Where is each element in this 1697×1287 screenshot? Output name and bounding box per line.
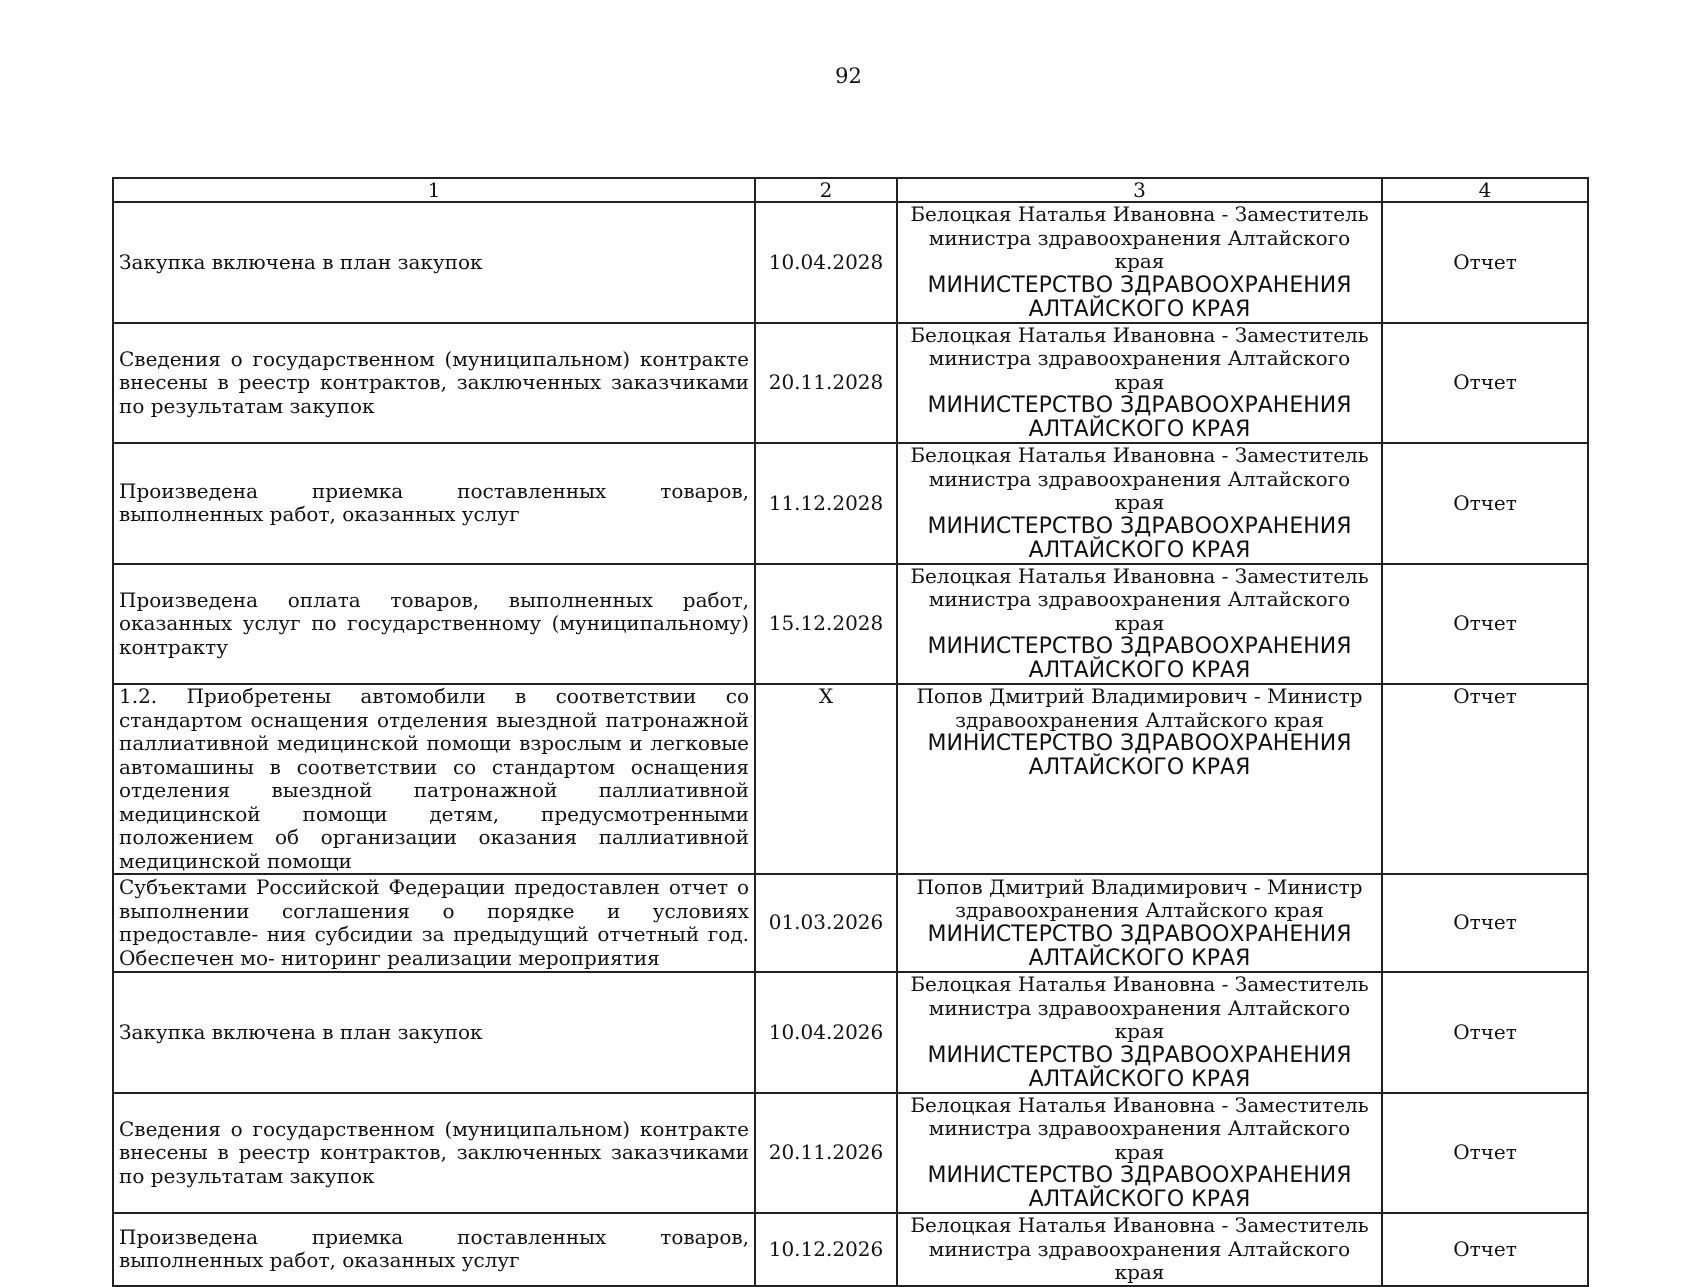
report-type: Отчет bbox=[1382, 874, 1588, 972]
table-row bbox=[113, 1093, 1588, 1214]
responsible-person: Белоцкая Наталья Ивановна - Заместитель министра здравоохранения Алтайского края bbox=[910, 202, 1369, 273]
table-row bbox=[113, 323, 1588, 444]
responsible-organization: МИНИСТЕРСТВО ЗДРАВООХРАНЕНИЯ АЛТАЙСКОГО КРАЯ bbox=[927, 634, 1352, 683]
report-type: Отчет bbox=[1382, 1093, 1588, 1214]
due-date: 01.03.2026 bbox=[755, 874, 897, 972]
table-row bbox=[113, 202, 1588, 323]
responsible-organization: МИНИСТЕРСТВО ЗДРАВООХРАНЕНИЯ АЛТАЙСКОГО КРАЯ bbox=[927, 731, 1352, 780]
responsible-cell bbox=[897, 874, 1382, 972]
milestones-table bbox=[112, 177, 1589, 1287]
event-description: Сведения о государственном (муниципальном) контракте внесены в реестр контрактов, заключенных заказчиками по результатам закупок bbox=[113, 323, 755, 444]
column-header: 1 bbox=[113, 178, 755, 202]
report-type: Отчет bbox=[1382, 323, 1588, 444]
responsible-cell bbox=[897, 443, 1382, 564]
table-row bbox=[113, 443, 1588, 564]
table-row bbox=[113, 684, 1588, 874]
due-date: X bbox=[755, 684, 897, 874]
responsible-organization: МИНИСТЕРСТВО ЗДРАВООХРАНЕНИЯ АЛТАЙСКОГО КРАЯ bbox=[927, 272, 1352, 322]
table-row bbox=[113, 972, 1588, 1093]
report-type: Отчет bbox=[1382, 443, 1588, 564]
event-description: Произведена приемка поставленных товаров, выполненных работ, оказанных услуг bbox=[113, 443, 755, 564]
responsible-organization: МИНИСТЕРСТВО ЗДРАВООХРАНЕНИЯ АЛТАЙСКОГО КРАЯ bbox=[927, 921, 1352, 971]
event-description: Закупка включена в план закупок bbox=[113, 202, 755, 323]
report-type: Отчет bbox=[1382, 1213, 1588, 1286]
responsible-cell bbox=[897, 564, 1382, 685]
responsible-organization: МИНИСТЕРСТВО ЗДРАВООХРАНЕНИЯ АЛТАЙСКОГО КРАЯ bbox=[927, 1042, 1352, 1092]
responsible-person: Белоцкая Наталья Ивановна - Заместитель министра здравоохранения Алтайского края bbox=[910, 1213, 1369, 1284]
table-header-row bbox=[113, 178, 1588, 202]
due-date: 10.12.2026 bbox=[755, 1213, 897, 1286]
responsible-cell bbox=[897, 684, 1382, 874]
table-row bbox=[113, 874, 1588, 972]
due-date: 15.12.2028 bbox=[755, 564, 897, 685]
responsible-person: Белоцкая Наталья Ивановна - Заместитель министра здравоохранения Алтайского края bbox=[910, 972, 1369, 1043]
column-header: 4 bbox=[1382, 178, 1588, 202]
due-date: 20.11.2028 bbox=[755, 323, 897, 444]
report-type: Отчет bbox=[1382, 972, 1588, 1093]
column-header: 3 bbox=[897, 178, 1382, 202]
event-description: Сведения о государственном (муниципальном) контракте внесены в реестр контрактов, заключенных заказчиками по результатам закупок bbox=[113, 1093, 755, 1214]
event-description: Закупка включена в план закупок bbox=[113, 972, 755, 1093]
responsible-organization: МИНИСТЕРСТВО ЗДРАВООХРАНЕНИЯ АЛТАЙСКОГО КРАЯ bbox=[927, 393, 1352, 442]
due-date: 10.04.2028 bbox=[755, 202, 897, 323]
due-date: 20.11.2026 bbox=[755, 1093, 897, 1214]
due-date: 10.04.2026 bbox=[755, 972, 897, 1093]
due-date: 11.12.2028 bbox=[755, 443, 897, 564]
responsible-person: Белоцкая Наталья Ивановна - Заместитель министра здравоохранения Алтайского края bbox=[910, 322, 1369, 394]
responsible-person: Попов Дмитрий Владимирович - Министр здравоохранения Алтайского края bbox=[916, 874, 1363, 922]
responsible-person: Белоцкая Наталья Ивановна - Заместитель министра здравоохранения Алтайского края bbox=[910, 1092, 1369, 1164]
table-row bbox=[113, 1213, 1588, 1286]
responsible-person: Белоцкая Наталья Ивановна - Заместитель министра здравоохранения Алтайского края bbox=[910, 563, 1369, 635]
page-number: 92 bbox=[835, 64, 862, 88]
responsible-cell bbox=[897, 323, 1382, 444]
table-row bbox=[113, 564, 1588, 685]
responsible-person: Белоцкая Наталья Ивановна - Заместитель министра здравоохранения Алтайского края bbox=[910, 443, 1369, 514]
responsible-cell bbox=[897, 972, 1382, 1093]
responsible-organization: МИНИСТЕРСТВО ЗДРАВООХРАНЕНИЯ АЛТАЙСКОГО КРАЯ bbox=[927, 513, 1352, 563]
report-type: Отчет bbox=[1382, 564, 1588, 685]
responsible-cell bbox=[897, 1093, 1382, 1214]
event-description: 1.2. Приобретены автомобили в соответствии со стандартом оснащения отделения выездной патронажной паллиативной медицинской помощи взрослым и легковые автомашины в соответствии со стандартом оснащения отделения выездной патронажной паллиативной медицинской помощи детям, предусмотренными положением об организации оказания паллиативной медицинской помощи bbox=[113, 684, 755, 874]
responsible-organization: МИНИСТЕРСТВО ЗДРАВООХРАНЕНИЯ АЛТАЙСКОГО КРАЯ bbox=[927, 1163, 1352, 1212]
event-description: Произведена оплата товаров, выполненных работ, оказанных услуг по государственному (муниципальному) контракту bbox=[113, 564, 755, 685]
report-type: Отчет bbox=[1382, 684, 1588, 874]
event-description: Произведена приемка поставленных товаров, выполненных работ, оказанных услуг bbox=[113, 1213, 755, 1286]
responsible-person: Попов Дмитрий Владимирович - Министр здравоохранения Алтайского края bbox=[916, 684, 1363, 732]
column-header: 2 bbox=[755, 178, 897, 202]
event-description: Субъектами Российской Федерации предоставлен отчет о выполнении соглашения о порядке и условиях предоставле- ния субсидии за предыдущий отчетный год. Обеспечен мо- ниторинг реализации мероприятия bbox=[113, 874, 755, 972]
responsible-cell bbox=[897, 1213, 1382, 1286]
responsible-cell bbox=[897, 202, 1382, 323]
report-type: Отчет bbox=[1382, 202, 1588, 323]
